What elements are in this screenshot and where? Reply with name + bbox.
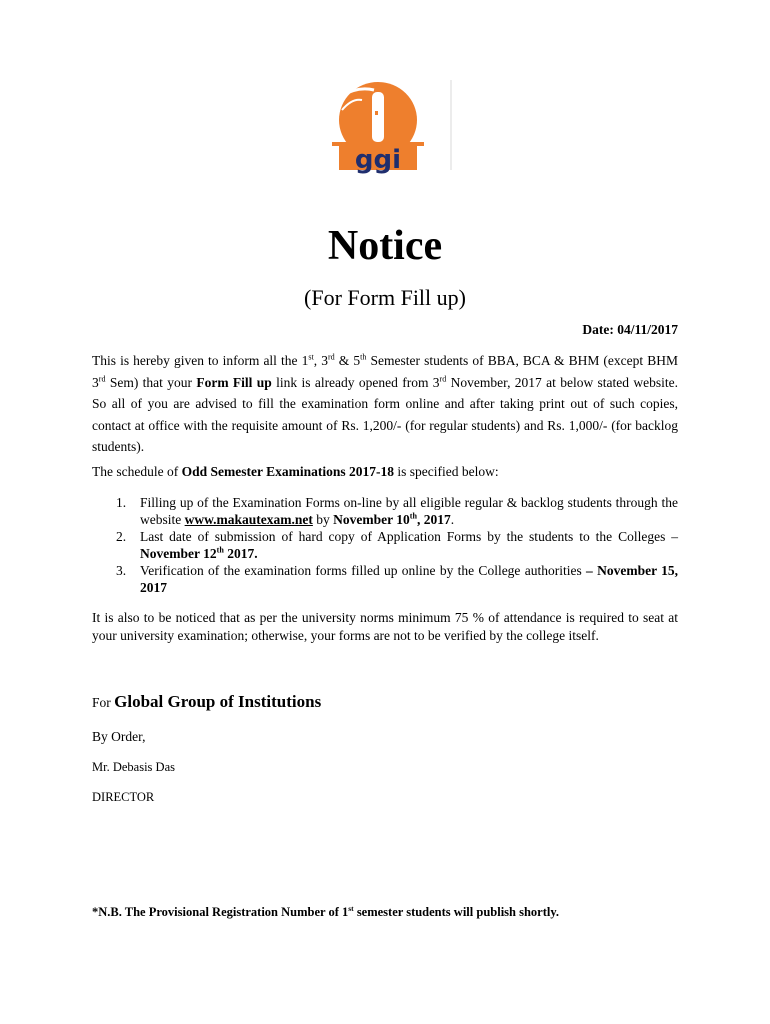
schedule-intro: The schedule of Odd Semester Examinations 2017-18 is specified below: (92, 464, 499, 479)
signer-name: Mr. Debasis Das (92, 760, 175, 774)
attendance-paragraph: It is also to be noticed that as per the university norms minimum 75 % of attendance is required to seat at your university examination; otherwise, your forms are not to be verified by the college itself. (92, 610, 678, 643)
nb-note: *N.B. The Provisional Registration Number of 1st semester students will publish shortly. (92, 903, 560, 919)
makautexam-link[interactable]: www.makautexam.net (184, 512, 313, 527)
page-title: Notice (327, 223, 443, 269)
intro-paragraph: This is hereby given to inform all the 1st, 3rd & 5th Semester students of BBA, BCA & BHM (except BHM 3rd Sem) that your Form Fill up link is already opened from 3rd November, 2017 at below stated website. So all of you are advised to fill the examination form online and after taking print out of such copies, contact at office with the requisite amount of Rs. 1,200/- (for regular students) and Rs. 1,000/- (for backlog students). (92, 352, 678, 454)
for-institution: For Global Group of Institutions (92, 692, 322, 711)
list-item: 1. Filling up of the Examination Forms on-line by all eligible regular & backlog students through the website www.makautexam.net by November 10th, 2017. (116, 495, 678, 527)
schedule-list (116, 494, 678, 596)
list-item: 3. Verification of the examination forms filled up online by the College authorities – November 15, 2017 (116, 563, 678, 595)
list-item: 2. Last date of submission of hard copy of Application Forms by the students to the Colleges – November 12th 2017. (116, 529, 678, 561)
logo-text: ggi (354, 145, 402, 174)
ggi-logo-icon (318, 78, 456, 174)
notice-date: Date: 04/11/2017 (582, 322, 678, 337)
page-subtitle: (For Form Fill up) (304, 285, 466, 310)
ggi-logo (318, 78, 456, 174)
by-order: By Order, (92, 729, 146, 744)
institution-name: Global Group of Institutions (114, 692, 322, 711)
signer-role: DIRECTOR (92, 790, 155, 804)
